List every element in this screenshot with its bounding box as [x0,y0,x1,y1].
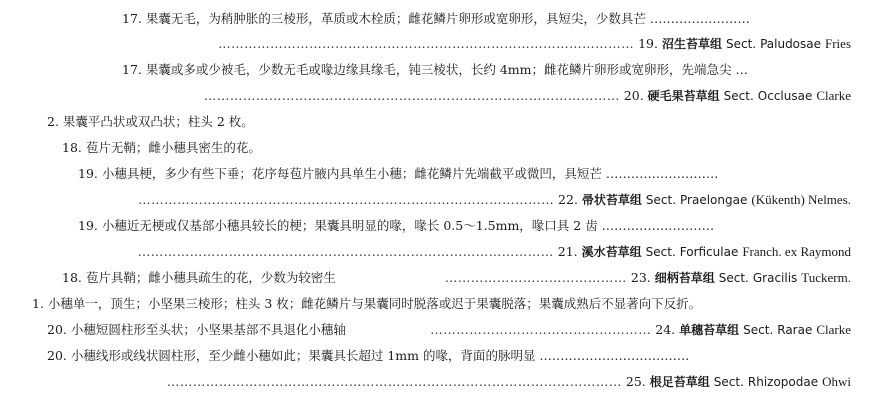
latin-name: Rhizopodae [747,375,819,389]
group-name: 细柄苔草组 [654,271,715,285]
author-name: Clarke [816,88,851,103]
author-name: Clarke [816,322,851,337]
leader-dots: …………………………………………………………………………………… [138,192,555,207]
author-name: Fries [825,36,851,51]
key-line-17a [122,11,750,27]
sect-label: Sect. [713,375,744,389]
group-number: 23. [630,270,651,285]
group-name: 根足苔草组 [649,375,710,389]
key-text: 17. 果囊或多或少被毛，少数无毛或喙边缘具缘毛，钝三棱状，长约 4mm；雌花鳞片卵形或宽卵形，先端急尖 … [122,62,748,77]
group-number: 22. [558,192,578,207]
sect-label: Sect. [743,323,774,337]
key-text: 20. 小穗线形或线状圆柱形，至少雌小穗如此；果囊具长超过 1mm 的喙，背面的脉明显 ……………………………… [47,348,690,363]
key-result-22 [138,192,851,208]
sect-label: Sect. [645,193,677,207]
group-number: 24. [655,322,676,337]
latin-name: Rarae [777,323,813,337]
sect-label: Sect. [725,37,757,51]
author-name: Franch. ex Raymond [742,244,851,259]
latin-name: Gracilis [752,271,798,285]
author-name: (Kükenth) Nelmes. [751,192,851,207]
key-line-17b [122,62,748,78]
key-text: 2. 果囊平凸状或双凸状；柱头 2 枚。 [47,114,254,129]
key-line-18a [62,140,261,156]
leader-dots: …………………………………………………………………………………………… [166,374,622,389]
group-name: 硬毛果苔草组 [647,89,720,103]
key-text: 17. 果囊无毛，为稍肿胀的三棱形，革质或木栓质；雌花鳞片卵形或宽卵形，具短尖，少数具芒 …………………… [122,11,750,26]
author-name: Ohwi [822,374,851,389]
key-line-19b [78,218,714,234]
key-line-20b [47,348,689,364]
key-text: 18. 苞片无鞘；雌小穗具密生的花。 [62,140,261,155]
leader-dots: …………………………………………………………………………………… [137,244,554,259]
group-number: 20. [623,88,644,103]
key-result-19 [218,36,851,52]
group-name: 溪水苔草组 [581,245,642,259]
leader-dots: …………………………………………………………………………………… [203,88,620,103]
key-line-19a [78,166,718,182]
latin-name: Paludosae [760,37,822,51]
leader-dots: …………………………………………… [430,322,652,337]
key-line-20a [47,322,851,338]
key-text: 20. 小穗短圆柱形至头状；小坚果基部不具退化小穗轴 [47,322,346,337]
sect-label: Sect. [718,271,749,285]
sect-label: Sect. [723,89,754,103]
latin-name: Praelongae [680,193,748,207]
author-name: Tuckerm. [801,270,851,285]
key-result-21 [138,244,851,260]
group-name: 单穗苔草组 [679,323,740,337]
key-text: 18. 苞片具鞘；雌小穗具疏生的花，少数为较密生 [62,270,336,285]
key-text: 19. 小穗近无梗或仅基部小穗具较长的梗；果囊具明显的喙，喙长 0.5～1.5mm，喙口具 2 齿 ……………………… [78,218,715,233]
key-result-20 [204,88,851,104]
group-name: 沼生苔草组 [661,37,722,51]
leader-dots: …………………………………… [444,270,627,285]
key-line-2 [47,114,254,130]
latin-name: Occlusae [757,89,813,103]
key-text: 1. 小穗单一，顶生；小坚果三棱形；柱头 3 枚；雌花鳞片与果囊同时脱落或迟于果囊脱落；果囊成熟后不显著向下反折。 [32,296,702,311]
group-number: 21. [557,244,578,259]
key-result-25 [167,374,851,390]
group-name: 帚状苔草组 [581,193,642,207]
latin-name: Forficulae [679,245,739,259]
key-line-1 [32,296,701,312]
group-number: 19. [638,36,658,51]
group-number: 25. [625,374,646,389]
leader-dots: …………………………………………………………………………………… [218,36,635,51]
sect-label: Sect. [645,245,676,259]
key-text: 19. 小穗具梗，多少有些下垂；花序每苞片腋内具单生小穗；雌花鳞片先端截平或微凹，具短芒 ……………………… [78,166,719,181]
key-line-18b [62,270,851,286]
